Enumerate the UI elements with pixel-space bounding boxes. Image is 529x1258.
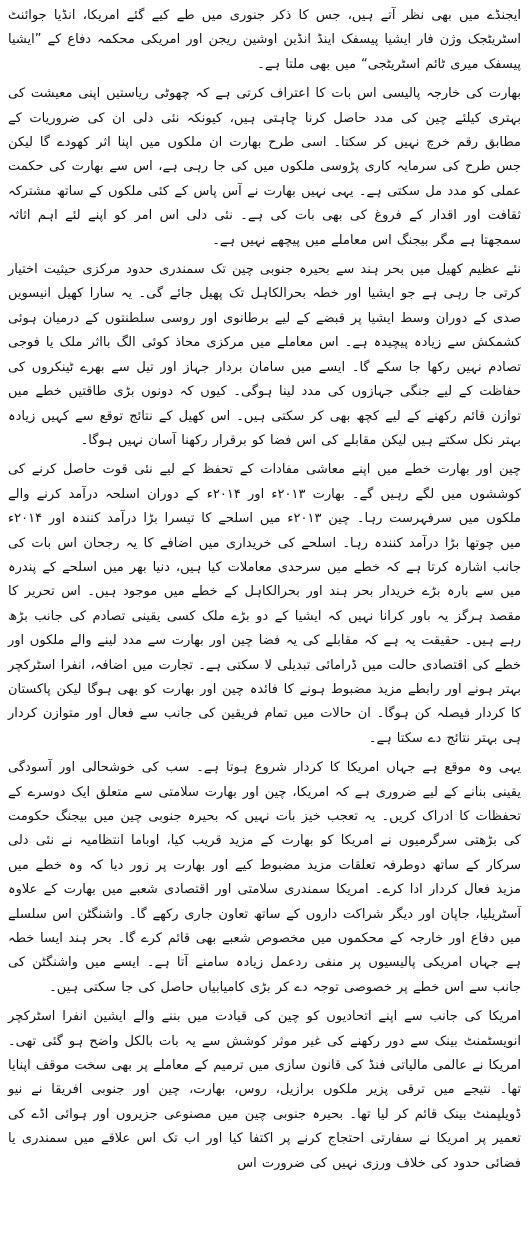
article-paragraph: امریکا کی جانب سے اپنے اتحادیوں کو چین کی قیادت میں بننے والے ایشین انفرا اسٹرکچر انویسٹمنٹ بینک سے دور رکھنے کی غیر موثر کوشش سے یہ بات بالکل واضح ہو گئی تھی۔ امریکا نے عالمی مالیاتی فنڈ کی قانون سازی میں ترمیم کے معاملے پر بھی سخت موقف اپنایا تھا۔ نتیجے میں ترقی پزیر ملکوں برازیل، روس، بھارت، چین اور جنوبی افریقا نے نیو ڈویلپمنٹ بینک قائم کر لیا تھا۔ بحیرہ جنوبی چین میں مصنوعی جزیروں اور ہوائی اڈے کی تعمیر پر امریکا نے سفارتی احتجاج کرنے پر اکتفا کیا اور اب تک اس علاقے میں سمندری یا فضائی حدود کی خلاف ورزی نہیں کی ضرورت اس [8, 1009, 521, 1171]
article-paragraph: بھارت کی خارجہ پالیسی اس بات کا اعتراف کرتی ہے کہ چھوٹی ریاستیں اپنی معیشت کی بہتری کیلئے چین کی مدد حاصل کرنا چاہتی ہیں، کیونکہ نئی دلی ان کی ضروریات کے مطابق رقم خرچ نہیں کر سکتا۔ اسی طرح بھارت ان ملکوں میں اپنا اثر کھودے گا لیکن جس طرح کی سرمایہ کاری پڑوسی ملکوں میں کی جا رہی ہے، اس سے بھارت کی حکمت عملی کو مدد مل سکتی ہے۔ یہی نہیں بھارت نے آس پاس کے کئی ملکوں کے ساتھ مشترکہ ثقافت اور اقدار کے فروغ کی بھی بات کی ہے۔ نئی دلی اس امر کو اپنے لئے اہم اثاثہ سمجھتا ہے مگر بیجنگ اس معاملے میں پیچھے نہیں ہے۔ [8, 86, 521, 248]
article-paragraph: یہی وہ موقع ہے جہاں امریکا کا کردار شروع ہوتا ہے۔ سب کی خوشحالی اور آسودگی یقینی بنانے کے لیے ضروری ہے کہ امریکا، چین اور بھارت سلامتی سے متعلق ایک دوسرے کے تحفظات کا ادراک کریں۔ یہ تعجب خیز بات نہیں کہ بحیرہ جنوبی چین میں بیجنگ حکومت کی بڑھتی سرگرمیوں نے امریکا کو بھارت کے مزید قریب کیا، اوباما انتظامیہ نے نئی دلی سرکار کے ساتھ دوطرفہ تعلقات مزید مضبوط کیے اور بھارت پر زور دیا کہ وہ خطے میں مزید فعال کردار ادا کرے۔ امریکا سمندری سلامتی اور اقتصادی شعبے میں بھارت کے علاوہ آسٹریلیا، جاپان اور دیگر شراکت داروں کے ساتھ تعاون جاری رکھے گا۔ واشنگٹن اس سلسلے میں دفاع اور خارجہ کے محکموں میں مخصوص شعبے بھی قائم کرے گا۔ بحر ہند ایسا خطہ ہے جہاں امریکی پالیسیوں پر منفی ردعمل زیادہ سامنے آتا ہے۔ ایسے میں واشنگٹن کی جانب سے اس خطے پر خصوصی توجہ دے کر بڑی کامیابیاں حاصل کی جا سکتی ہیں۔ [8, 760, 521, 995]
article-paragraph: چین اور بھارت خطے میں اپنے معاشی مفادات کے تحفظ کے لیے نئی قوت حاصل کرنے کی کوششوں میں لگے رہیں گے۔ بھارت ۲۰۱۳ء اور ۲۰۱۴ء کے دوران اسلحہ درآمد کرنے والے ملکوں میں سرفہرست رہا۔ چین ۲۰۱۳ء میں اسلحے کا تیسرا بڑا درآمد کنندہ اور ۲۰۱۴ء میں چوتھا بڑا درآمد کنندہ رہا۔ اسلحے کی خریداری میں اضافے کا یہ رجحان اس بات کی جانب اشارہ کرتا ہے کہ خطے میں سرحدی معاملات کیا ہیں، دنیا بھر میں اسلحے کے پندرہ میں سے بارہ بڑے خریدار بحر ہند اور بحرالکاہل کے خطے میں موجود ہیں۔ اس تحریر کا مقصد ہرگز یہ باور کرانا نہیں کہ ایشیا کے دو بڑے ملک کسی یقینی تصادم کی جانب بڑھ رہے ہیں۔ حقیقت یہ ہے کہ مقابلے کی یہ فضا چین اور بھارت سے مدد لینے والے ملکوں اور خطے کی اقتصادی حالت میں ڈرامائی تبدیلی لا سکتی ہے۔ تجارت میں اضافہ، انفرا اسٹرکچر بہتر ہونے اور رابطے مزید مضبوط ہونے کا فائدہ چین اور بھارت کو بھی ہوگا لیکن پاکستان کا کردار فیصلہ کن ہوگا۔ ان حالات میں تمام فریقین کی جانب سے فعال اور متوازن کردار ہی بہتر نتائج دے سکتا ہے۔ [8, 462, 522, 746]
article-paragraph: ایجنڈے میں بھی نظر آتے ہیں، جس کا ذکر جنوری میں طے کیے گئے امریکا، انڈیا جوائنٹ اسٹریٹجک وژن فار ایشیا پیسفک اینڈ انڈین اوشین ریجن اور امریکی محکمہ دفاع کے ”ایشیا پیسفک میری ٹائم اسٹریٹجی“ میں بھی ملتا ہے۔ [8, 8, 521, 72]
article-paragraph: نئے عظیم کھیل میں بحر ہند سے بحیرہ جنوبی چین تک سمندری حدود مرکزی حیثیت اختیار کرتی جا رہی ہے جو ایشیا اور خطہ بحرالکاہل تک پھیل جائے گی۔ یہ سارا کھیل انیسویں صدی کے دوران وسط ایشیا پر قبضے کے لیے برطانوی اور روسی سلطنتوں کے درمیان ہوئی کشمکش سے زیادہ پیچیدہ ہے۔ اس معاملے میں مرکزی محاذ کوئی الگ بااثر ملک یا فوجی تصادم نہیں رکھا جا سکے گا۔ ایسے میں سامان بردار جہاز اور تیل سے بھرے ٹینکروں کی حفاظت کے لیے جنگی جہازوں کی مدد لینا ہوگی۔ کیوں کہ دونوں بڑی طاقتیں خطے میں توازن قائم رکھنے کے لیے کچھ بھی کر سکتی ہیں۔ اس کھیل کے نتائج توقع سے کہیں زیادہ بہتر نکل سکتے ہیں لیکن مقابلے کی اس فضا کو برقرار رکھنا آسان نہیں ہوگا۔ [8, 262, 521, 448]
